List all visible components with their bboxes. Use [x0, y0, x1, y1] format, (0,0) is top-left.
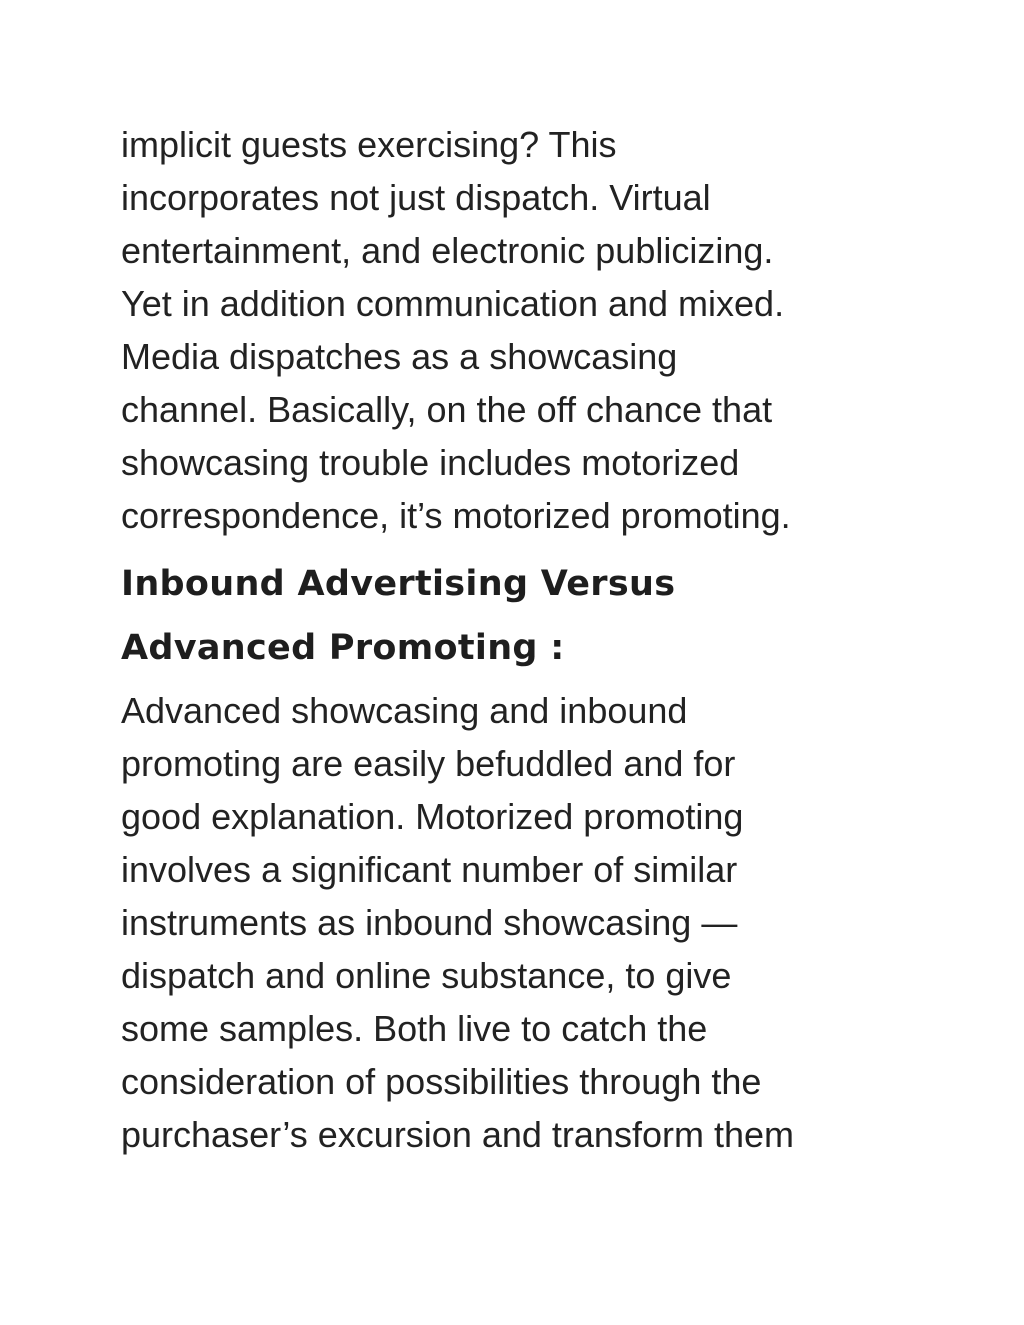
paragraph-line: dispatch and online substance, to give — [121, 955, 732, 996]
heading-line: Advanced Promoting : — [121, 628, 565, 668]
paragraph-line: purchaser’s excursion and transform them — [121, 1114, 794, 1155]
paragraph-line: Media dispatches as a showcasing — [121, 336, 678, 377]
body-paragraph-1 — [121, 118, 921, 542]
paragraph-line: promoting are easily befuddled and for — [121, 743, 736, 784]
paragraph-line: entertainment, and electronic publicizing. — [121, 230, 774, 271]
paragraph-line: implicit guests exercising? This — [121, 124, 617, 165]
paragraph-line: good explanation. Motorized promoting — [121, 796, 744, 837]
paragraph-line: showcasing trouble includes motorized — [121, 442, 740, 483]
body-paragraph-2 — [121, 684, 921, 1161]
paragraph-line: some samples. Both live to catch the — [121, 1008, 708, 1049]
paragraph-line: consideration of possibilities through the — [121, 1061, 762, 1102]
paragraph-line: involves a significant number of similar — [121, 849, 738, 890]
paragraph-line: incorporates not just dispatch. Virtual — [121, 177, 711, 218]
paragraph-line: correspondence, it’s motorized promoting. — [121, 495, 791, 536]
paragraph-line: Advanced showcasing and inbound — [121, 690, 688, 731]
paragraph-line: channel. Basically, on the off chance that — [121, 389, 773, 430]
heading-line: Inbound Advertising Versus — [121, 564, 676, 604]
document-page — [121, 118, 921, 1161]
paragraph-line: Yet in addition communication and mixed. — [121, 283, 785, 324]
paragraph-line: instruments as inbound showcasing — — [121, 902, 738, 943]
section-heading — [121, 552, 921, 680]
